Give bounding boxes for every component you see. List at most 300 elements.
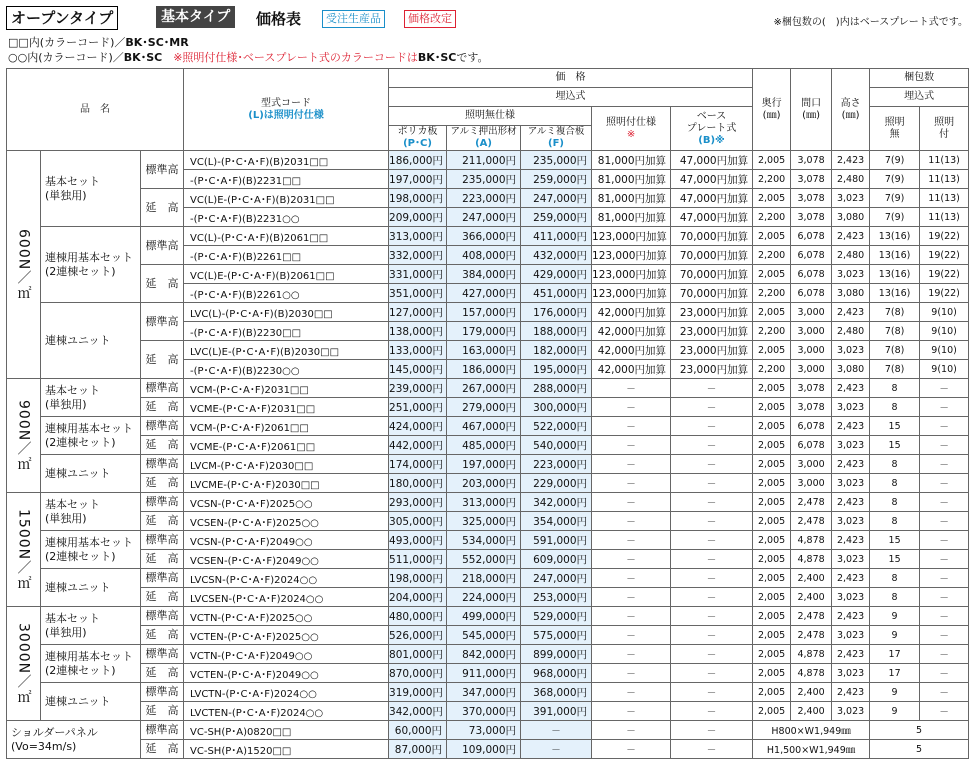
model-code: -(P･C･A･F)(B)2230□□ <box>184 322 389 341</box>
pack-light: － <box>920 455 969 474</box>
table-row <box>7 341 969 360</box>
light-mark: ※ <box>626 128 636 140</box>
depth: 2,005 <box>753 265 791 284</box>
price-pc: 145,000円 <box>389 360 447 379</box>
price-light: 123,000円加算 <box>592 284 671 303</box>
price-f: 899,000円 <box>521 645 592 664</box>
depth-unit: (㎜) <box>762 109 781 121</box>
table-row <box>7 588 969 607</box>
pack-nolight: 9 <box>870 607 920 626</box>
price-base: － <box>671 550 753 569</box>
price-base: － <box>671 721 753 740</box>
price-a: 218,000円 <box>447 569 521 588</box>
table-row <box>7 512 969 531</box>
group-label <box>41 379 141 417</box>
price-light: － <box>592 569 671 588</box>
height: 3,023 <box>832 702 870 721</box>
depth: 2,005 <box>753 474 791 493</box>
price-pc: 87,000円 <box>389 740 447 759</box>
model-code: LVCME-(P･C･A･F)2030□□ <box>184 474 389 493</box>
price-base: 70,000円加算 <box>671 265 753 284</box>
width: 3,078 <box>791 189 832 208</box>
depth: 2,005 <box>753 683 791 702</box>
table-row <box>7 550 969 569</box>
price-light: － <box>592 702 671 721</box>
width: 3,078 <box>791 151 832 170</box>
pack-light: 11(13) <box>920 151 969 170</box>
height-type: 延 高 <box>141 398 184 417</box>
price-a: 223,000円 <box>447 189 521 208</box>
pack-light: － <box>920 607 969 626</box>
price-a: 370,000円 <box>447 702 521 721</box>
height: 3,023 <box>832 398 870 417</box>
width: 4,878 <box>791 550 832 569</box>
price-f: 968,000円 <box>521 664 592 683</box>
note-right: ※梱包数の( )内はベースプレート式です。 <box>773 17 968 28</box>
height-type: 標準高 <box>141 379 184 398</box>
pk-nolight-2: 無 <box>889 128 900 140</box>
model-code: LVC(L)E-(P･C･A･F)(B)2030□□ <box>184 341 389 360</box>
height-type: 延 高 <box>141 740 184 759</box>
depth: 2,005 <box>753 588 791 607</box>
pack-nolight: 8 <box>870 379 920 398</box>
model-code: VCTN-(P･C･A･F)2049○○ <box>184 645 389 664</box>
price-pc: 198,000円 <box>389 569 447 588</box>
height-type: 延 高 <box>141 341 184 379</box>
group-name: 連棟用基本セット <box>45 421 133 435</box>
model-code: VC-SH(P･A)0820□□ <box>184 721 389 740</box>
note2-codes: BK･SC <box>123 51 163 64</box>
price-light: － <box>592 493 671 512</box>
price-pc: 198,000円 <box>389 189 447 208</box>
price-pc: 239,000円 <box>389 379 447 398</box>
height-type: 延 高 <box>141 436 184 455</box>
price-pc: 180,000円 <box>389 474 447 493</box>
table-row <box>7 702 969 721</box>
price-pc: 870,000円 <box>389 664 447 683</box>
table-row <box>7 303 969 322</box>
model-code: LVCSEN-(P･C･A･F)2024○○ <box>184 588 389 607</box>
price-light: － <box>592 512 671 531</box>
price-f: 300,000円 <box>521 398 592 417</box>
depth: 2,200 <box>753 360 791 379</box>
price-light: － <box>592 417 671 436</box>
price-a: 545,000円 <box>447 626 521 645</box>
pack-nolight: 8 <box>870 512 920 531</box>
pack-light: － <box>920 417 969 436</box>
col-pc-header <box>389 126 447 151</box>
pack-nolight: 7(9) <box>870 208 920 227</box>
height: 3,023 <box>832 664 870 683</box>
model-code: VCM-(P･C･A･F)2031□□ <box>184 379 389 398</box>
height-type: 延 高 <box>141 189 184 227</box>
group-label <box>41 645 141 683</box>
price-light: － <box>592 740 671 759</box>
height: 3,023 <box>832 512 870 531</box>
price-light: － <box>592 436 671 455</box>
height-type: 標準高 <box>141 227 184 265</box>
height-type: 延 高 <box>141 588 184 607</box>
model-code: VC(L)-(P･C･A･F)(B)2061□□ <box>184 227 389 246</box>
table-row <box>7 474 969 493</box>
price-pc: 801,000円 <box>389 645 447 664</box>
price-a: 552,000円 <box>447 550 521 569</box>
height: 2,480 <box>832 170 870 189</box>
price-base: 70,000円加算 <box>671 246 753 265</box>
depth: 2,005 <box>753 417 791 436</box>
height: 2,480 <box>832 322 870 341</box>
model-code: LVCM-(P･C･A･F)2030□□ <box>184 455 389 474</box>
price-f: 253,000円 <box>521 588 592 607</box>
price-f: 247,000円 <box>521 189 592 208</box>
width-label: 間口 <box>801 97 822 109</box>
price-light: － <box>592 607 671 626</box>
price-a: 235,000円 <box>447 170 521 189</box>
group-name: 連棟ユニット <box>45 333 111 347</box>
shoulder-name: ショルダーパネル <box>11 725 98 739</box>
group-name-sub: (2連棟セット) <box>45 663 116 677</box>
depth: 2,005 <box>753 569 791 588</box>
price-light: － <box>592 531 671 550</box>
price-pc: 174,000円 <box>389 455 447 474</box>
price-f: － <box>521 721 592 740</box>
pack-nolight: 17 <box>870 664 920 683</box>
pack-nolight: 7(9) <box>870 170 920 189</box>
group-name: 連棟用基本セット <box>45 250 133 264</box>
price-pc: 209,000円 <box>389 208 447 227</box>
price-pc: 442,000円 <box>389 436 447 455</box>
price-pc: 251,000円 <box>389 398 447 417</box>
price-pc: 313,000円 <box>389 227 447 246</box>
depth: 2,005 <box>753 436 791 455</box>
price-a: 163,000円 <box>447 341 521 360</box>
pack-light: － <box>920 664 969 683</box>
pack-nolight: 9 <box>870 702 920 721</box>
price-a: 325,000円 <box>447 512 521 531</box>
model-code: VCTEN-(P･C･A･F)2049○○ <box>184 664 389 683</box>
price-base: － <box>671 531 753 550</box>
group-label <box>41 569 141 607</box>
width: 3,000 <box>791 474 832 493</box>
table-row <box>7 721 969 740</box>
height-type: 延 高 <box>141 512 184 531</box>
width: 6,078 <box>791 436 832 455</box>
price-light: 123,000円加算 <box>592 265 671 284</box>
depth: 2,005 <box>753 227 791 246</box>
model-code: VCM-(P･C･A･F)2061□□ <box>184 417 389 436</box>
table-row <box>7 455 969 474</box>
height-type: 延 高 <box>141 265 184 303</box>
size-label: 600N／㎡ <box>7 151 41 379</box>
pack-nolight: 8 <box>870 588 920 607</box>
width: 3,000 <box>791 303 832 322</box>
model-code: VCSN-(P･C･A･F)2049○○ <box>184 531 389 550</box>
badge-order: 受注生産品 <box>322 10 385 28</box>
pack-nolight: 17 <box>870 645 920 664</box>
pack-light: － <box>920 645 969 664</box>
price-f: 259,000円 <box>521 170 592 189</box>
width: 6,078 <box>791 227 832 246</box>
price-f: 432,000円 <box>521 246 592 265</box>
price-base: － <box>671 626 753 645</box>
table-row <box>7 151 969 170</box>
model-code: VCSEN-(P･C･A･F)2049○○ <box>184 550 389 569</box>
price-f: 176,000円 <box>521 303 592 322</box>
pack-count: 5 <box>870 740 969 759</box>
model-code: -(P･C･A･F)(B)2261○○ <box>184 284 389 303</box>
group-label <box>41 417 141 455</box>
price-light: － <box>592 550 671 569</box>
depth: 2,005 <box>753 379 791 398</box>
depth: 2,005 <box>753 531 791 550</box>
model-code: LVC(L)-(P･C･A･F)(B)2030□□ <box>184 303 389 322</box>
table-row <box>7 664 969 683</box>
group-label <box>41 493 141 531</box>
table-row <box>7 436 969 455</box>
price-base: － <box>671 588 753 607</box>
col-price-header: 価 格 <box>389 69 753 88</box>
pack-light: － <box>920 683 969 702</box>
price-pc: 480,000円 <box>389 607 447 626</box>
f-code: (F) <box>548 138 564 149</box>
price-base: － <box>671 398 753 417</box>
price-pc: 133,000円 <box>389 341 447 360</box>
group-name-sub: (2連棟セット) <box>45 264 116 278</box>
width: 3,078 <box>791 379 832 398</box>
height-type: 標準高 <box>141 607 184 626</box>
pc-label: ポリカ板 <box>397 126 438 137</box>
price-table <box>6 68 969 759</box>
depth: 2,200 <box>753 284 791 303</box>
price-base: － <box>671 607 753 626</box>
price-f: 247,000円 <box>521 569 592 588</box>
subtitle: 基本タイプ <box>156 6 235 28</box>
size-label: 900N／㎡ <box>7 379 41 493</box>
width: 2,400 <box>791 569 832 588</box>
price-base: － <box>671 379 753 398</box>
model-code: LVCSN-(P･C･A･F)2024○○ <box>184 569 389 588</box>
height: 2,423 <box>832 227 870 246</box>
height-type: 標準高 <box>141 683 184 702</box>
height: 3,080 <box>832 284 870 303</box>
pk-light-1: 照明 <box>934 116 955 128</box>
note1-codes: BK･SC･MR <box>125 36 189 49</box>
pack-light: 11(13) <box>920 189 969 208</box>
width: 3,000 <box>791 322 832 341</box>
pack-nolight: 15 <box>870 550 920 569</box>
price-f: 368,000円 <box>521 683 592 702</box>
price-base: － <box>671 683 753 702</box>
price-f: 195,000円 <box>521 360 592 379</box>
model-code: LVCTN-(P･C･A･F)2024○○ <box>184 683 389 702</box>
price-a: 467,000円 <box>447 417 521 436</box>
price-a: 427,000円 <box>447 284 521 303</box>
pack-nolight: 8 <box>870 569 920 588</box>
price-f: 411,000円 <box>521 227 592 246</box>
price-f: 342,000円 <box>521 493 592 512</box>
height: 2,423 <box>832 683 870 702</box>
price-pc: 127,000円 <box>389 303 447 322</box>
group-name: 基本セット <box>45 174 100 188</box>
base-label3: (B)※ <box>698 134 725 146</box>
group-name: 連棟ユニット <box>45 466 111 480</box>
price-light: － <box>592 721 671 740</box>
pack-nolight: 15 <box>870 417 920 436</box>
price-a: 366,000円 <box>447 227 521 246</box>
model-code: -(P･C･A･F)(B)2231○○ <box>184 208 389 227</box>
price-base: 47,000円加算 <box>671 151 753 170</box>
price-base: 70,000円加算 <box>671 227 753 246</box>
table-row <box>7 227 969 246</box>
group-name: 連棟用基本セット <box>45 535 133 549</box>
light-label: 照明付仕様 <box>606 116 657 128</box>
pack-light: － <box>920 379 969 398</box>
pack-light: 19(22) <box>920 246 969 265</box>
price-base: － <box>671 512 753 531</box>
col-pack-light <box>920 107 969 151</box>
price-f: 575,000円 <box>521 626 592 645</box>
note2-suffix: です。 <box>456 51 489 64</box>
table-row <box>7 417 969 436</box>
price-light: 81,000円加算 <box>592 208 671 227</box>
model-code: VC(L)-(P･C･A･F)(B)2031□□ <box>184 151 389 170</box>
height-type: 標準高 <box>141 303 184 341</box>
width: 2,478 <box>791 493 832 512</box>
price-f: 188,000円 <box>521 322 592 341</box>
price-f: 429,000円 <box>521 265 592 284</box>
price-pc: 511,000円 <box>389 550 447 569</box>
col-pack-embed-header: 埋込式 <box>870 88 969 107</box>
table-row <box>7 645 969 664</box>
pk-nolight-1: 照明 <box>884 116 905 128</box>
price-f: 451,000円 <box>521 284 592 303</box>
price-a: 313,000円 <box>447 493 521 512</box>
depth: 2,005 <box>753 493 791 512</box>
height: 2,423 <box>832 645 870 664</box>
model-code: VCSEN-(P･C･A･F)2025○○ <box>184 512 389 531</box>
color-notes <box>8 35 488 65</box>
price-f: 288,000円 <box>521 379 592 398</box>
model-code: VC-SH(P･A)1520□□ <box>184 740 389 759</box>
price-light: 81,000円加算 <box>592 151 671 170</box>
height-type: 延 高 <box>141 550 184 569</box>
price-light: － <box>592 379 671 398</box>
pack-nolight: 15 <box>870 436 920 455</box>
width-unit: (㎜) <box>802 109 820 121</box>
price-f: 540,000円 <box>521 436 592 455</box>
pack-light: 9(10) <box>920 341 969 360</box>
col-embed-header: 埋込式 <box>389 88 753 107</box>
price-light: － <box>592 455 671 474</box>
price-a: 197,000円 <box>447 455 521 474</box>
height: 2,423 <box>832 379 870 398</box>
price-pc: 493,000円 <box>389 531 447 550</box>
model-code: -(P･C･A･F)(B)2230○○ <box>184 360 389 379</box>
price-a: 842,000円 <box>447 645 521 664</box>
price-base: － <box>671 664 753 683</box>
price-a: 911,000円 <box>447 664 521 683</box>
price-light: － <box>592 626 671 645</box>
group-label <box>41 531 141 569</box>
pc-code: (P･C) <box>403 138 432 149</box>
price-light: － <box>592 645 671 664</box>
height-type: 標準高 <box>141 151 184 189</box>
width: 6,078 <box>791 284 832 303</box>
height-label: 高さ <box>840 97 861 109</box>
price-f: － <box>521 740 592 759</box>
depth-label: 奥行 <box>761 97 782 109</box>
width: 2,478 <box>791 626 832 645</box>
height: 2,423 <box>832 531 870 550</box>
group-label <box>41 151 141 227</box>
price-a: 179,000円 <box>447 322 521 341</box>
group-name: 基本セット <box>45 383 100 397</box>
group-name-sub: (単独用) <box>45 397 87 411</box>
pack-light: － <box>920 474 969 493</box>
price-pc: 332,000円 <box>389 246 447 265</box>
depth: 2,005 <box>753 189 791 208</box>
price-f: 354,000円 <box>521 512 592 531</box>
pack-light: － <box>920 702 969 721</box>
table-row <box>7 683 969 702</box>
height-type: 標準高 <box>141 721 184 740</box>
table-row <box>7 493 969 512</box>
pack-nolight: 9 <box>870 683 920 702</box>
pack-light: 19(22) <box>920 227 969 246</box>
pk-light-2: 付 <box>939 128 950 140</box>
pack-light: － <box>920 493 969 512</box>
pack-nolight: 13(16) <box>870 284 920 303</box>
group-name: 連棟ユニット <box>45 580 111 594</box>
code-header-text: 型式コード <box>261 97 312 109</box>
col-name-header: 品 名 <box>7 69 184 151</box>
price-base: － <box>671 702 753 721</box>
width: 3,078 <box>791 208 832 227</box>
pack-nolight: 9 <box>870 626 920 645</box>
group-name: 連棟ユニット <box>45 694 111 708</box>
table-row <box>7 189 969 208</box>
depth: 2,005 <box>753 303 791 322</box>
model-code: VCME-(P･C･A･F)2061□□ <box>184 436 389 455</box>
group-label <box>41 683 141 721</box>
header <box>6 4 968 32</box>
note2-red: ※照明付仕様･ベースプレート式のカラーコードは <box>173 51 418 64</box>
pack-light: － <box>920 550 969 569</box>
height: 3,080 <box>832 208 870 227</box>
pack-light: － <box>920 569 969 588</box>
price-base: 70,000円加算 <box>671 284 753 303</box>
model-code: VC(L)E-(P･C･A･F)(B)2031□□ <box>184 189 389 208</box>
pack-nolight: 7(8) <box>870 303 920 322</box>
height: 3,023 <box>832 626 870 645</box>
table-row <box>7 569 969 588</box>
group-label <box>41 227 141 303</box>
shoulder-name2: (Vo=34m/s) <box>11 739 77 753</box>
price-base: 23,000円加算 <box>671 303 753 322</box>
pack-nolight: 13(16) <box>870 227 920 246</box>
price-f: 391,000円 <box>521 702 592 721</box>
height-type: 延 高 <box>141 626 184 645</box>
height: 2,423 <box>832 493 870 512</box>
price-light: 81,000円加算 <box>592 170 671 189</box>
pack-nolight: 7(9) <box>870 151 920 170</box>
price-pc: 424,000円 <box>389 417 447 436</box>
col-a-header <box>447 126 521 151</box>
note-line2 <box>8 50 488 65</box>
group-name-sub: (単独用) <box>45 625 87 639</box>
width: 6,078 <box>791 265 832 284</box>
col-height-header <box>832 69 870 151</box>
